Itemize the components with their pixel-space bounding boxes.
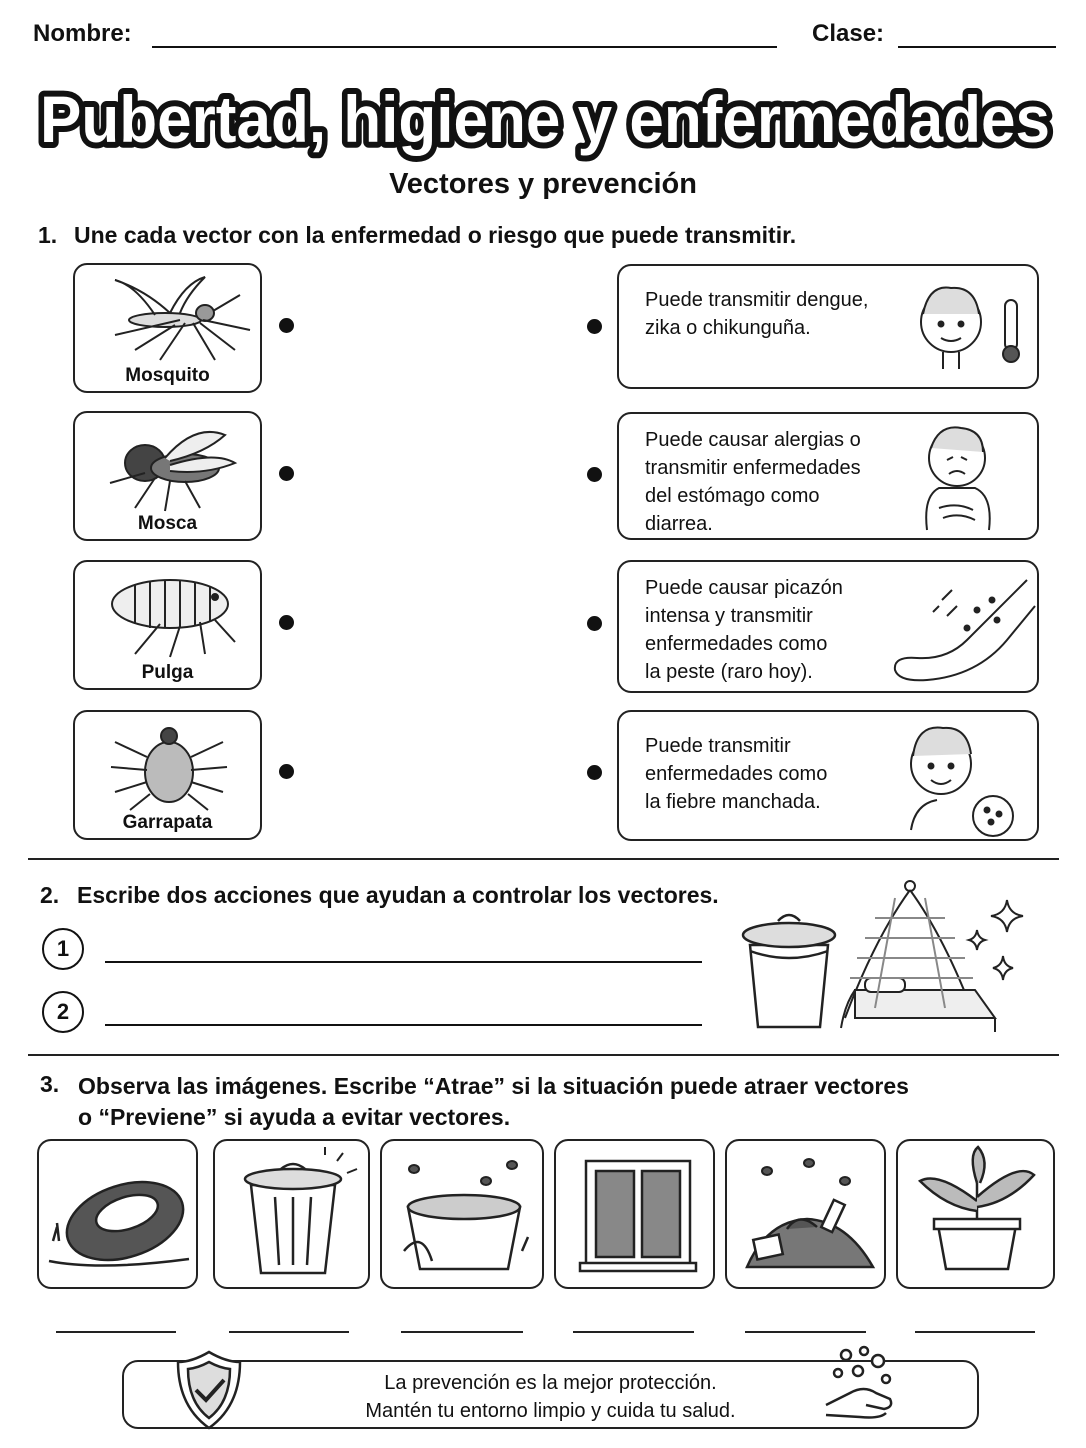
q3-number: 3. <box>40 1071 60 1097</box>
description-card <box>617 560 1039 693</box>
flea-icon <box>75 562 264 662</box>
vector-card-garrapata <box>73 710 262 840</box>
shield-check-icon <box>174 1346 244 1436</box>
closed-trash-can-icon <box>215 1141 372 1291</box>
description-text: Puede causar alergias o transmitir enfermedades del estómago como diarrea. <box>645 429 861 535</box>
vector-label: Mosquito <box>125 365 210 386</box>
description-card <box>617 710 1039 841</box>
connect-dot-left[interactable] <box>279 764 294 779</box>
answer-number: 2 <box>42 991 84 1033</box>
tick-icon <box>75 712 264 812</box>
class-field[interactable] <box>898 46 1056 48</box>
q3-instruction: Observa las imágenes. Escribe “Atrae” si la situación puede atraer vectores o “Previene” si ayuda a evitar vectores. <box>78 1073 909 1130</box>
name-label: Nombre: <box>33 20 132 47</box>
description-text: Puede transmitir enfermedades como la fiebre manchada. <box>645 735 828 813</box>
section-divider <box>28 858 1059 860</box>
vector-card-mosca <box>73 411 262 541</box>
garbage-pile-icon <box>727 1141 888 1291</box>
connect-dot-right[interactable] <box>587 467 602 482</box>
description-text: Puede causar picazón intensa y transmitir enfermedades como la peste (raro hoy). <box>645 577 843 683</box>
answer-line-situation[interactable] <box>56 1331 176 1333</box>
connect-dot-left[interactable] <box>279 466 294 481</box>
vector-label: Pulga <box>141 662 194 683</box>
connect-dot-left[interactable] <box>279 615 294 630</box>
description-text: Puede transmitir dengue, zika o chikunguña. <box>645 289 869 339</box>
situation-card <box>380 1139 544 1289</box>
name-field[interactable] <box>152 46 777 48</box>
title-text: Pubertad, higiene y enfermedades <box>40 82 1050 156</box>
section-divider <box>28 1054 1059 1056</box>
situation-card <box>37 1139 198 1289</box>
answer-line-situation[interactable] <box>745 1331 866 1333</box>
vector-card-pulga <box>73 560 262 690</box>
q1-instruction: Une cada vector con la enfermedad o riesgo que puede transmitir. <box>74 222 797 248</box>
window-screen-icon <box>556 1141 717 1291</box>
q2-instruction: Escribe dos acciones que ayudan a controlar los vectores. <box>77 882 719 908</box>
answer-line-1[interactable] <box>105 961 702 963</box>
description-card <box>617 412 1039 540</box>
connect-dot-right[interactable] <box>587 616 602 631</box>
connect-dot-right[interactable] <box>587 319 602 334</box>
child-fever-icon <box>909 274 1029 384</box>
tire-water-icon <box>39 1141 200 1291</box>
answer-line-2[interactable] <box>105 1024 702 1026</box>
mosquito-icon <box>75 265 264 365</box>
class-label: Clase: <box>812 20 885 47</box>
connect-dot-right[interactable] <box>587 765 602 780</box>
potted-plant-icon <box>898 1141 1057 1291</box>
footer-text: La prevención es la mejor protección. Mantén tu entorno limpio y cuida tu salud. <box>365 1372 736 1422</box>
open-water-bucket-icon <box>382 1141 546 1291</box>
itchy-leg-icon <box>887 570 1037 690</box>
description-card <box>617 264 1039 389</box>
connect-dot-left[interactable] <box>279 318 294 333</box>
vector-label: Garrapata <box>122 812 213 833</box>
hand-washing-icon <box>820 1343 900 1433</box>
fly-icon <box>75 413 264 513</box>
child-spotted-icon <box>901 718 1031 838</box>
answer-number: 1 <box>42 928 84 970</box>
q1-number: 1. <box>38 222 58 248</box>
trash-can-lid-icon <box>738 905 838 1035</box>
answer-line-situation[interactable] <box>573 1331 694 1333</box>
situation-card <box>896 1139 1055 1289</box>
page-subtitle: Vectores y prevención <box>389 168 697 200</box>
child-stomachache-icon <box>909 418 1029 538</box>
answer-line-situation[interactable] <box>915 1331 1035 1333</box>
vector-card-mosquito <box>73 263 262 393</box>
situation-card <box>213 1139 370 1289</box>
mosquito-net-bed-icon <box>835 878 1015 1038</box>
page-title <box>0 60 1086 170</box>
q2-number: 2. <box>40 882 60 908</box>
answer-line-situation[interactable] <box>229 1331 349 1333</box>
situation-card <box>554 1139 715 1289</box>
vector-label: Mosca <box>137 513 198 534</box>
answer-line-situation[interactable] <box>401 1331 523 1333</box>
situation-card <box>725 1139 886 1289</box>
sparkle-icon <box>969 900 1023 980</box>
